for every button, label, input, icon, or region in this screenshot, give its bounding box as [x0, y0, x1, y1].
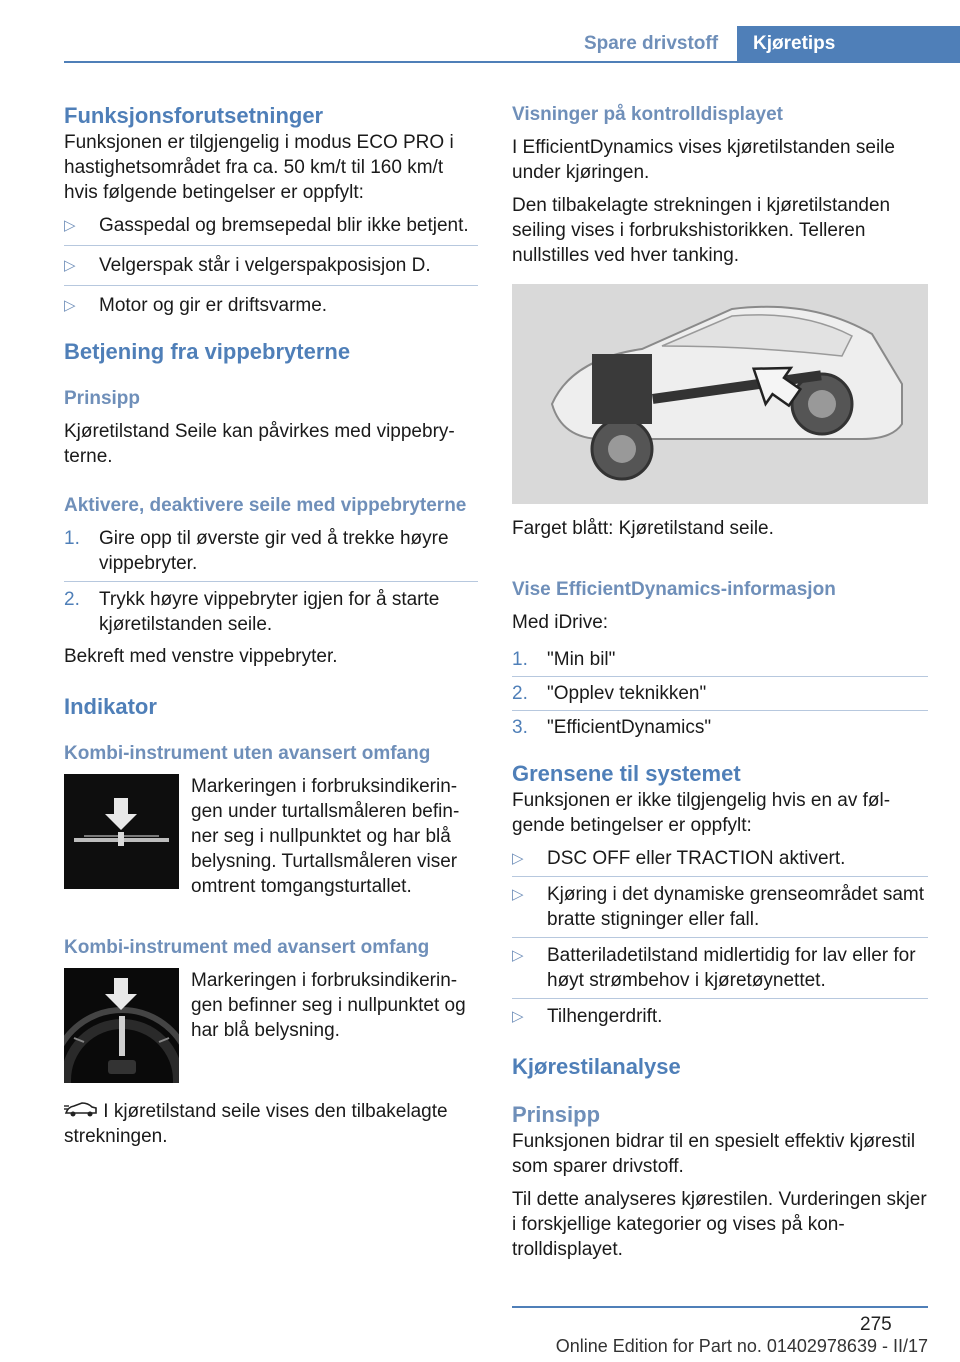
- heading-indikator: Indikator: [64, 694, 157, 719]
- car-drivetrain-image: [512, 284, 928, 504]
- coasting-car-icon: [64, 1099, 98, 1124]
- image-caption: Farget blått: Kjøretilstand seile.: [512, 518, 774, 539]
- list-item: 1. Gire opp til øverste gir ved å trekke høyre vippebryter.: [64, 528, 449, 574]
- header-rule: [64, 61, 960, 63]
- triangle-bullet-icon: ▷: [512, 1008, 524, 1025]
- aktivere-list: [64, 526, 478, 637]
- heading-vise-efficientdynamics: Vise EfficientDynamics-informasjon: [512, 579, 836, 600]
- heading-grensene: Grensene til systemet: [512, 761, 741, 786]
- page-number: 275: [860, 1314, 892, 1335]
- header-tab-spare-drivstoff[interactable]: Spare drivstoff: [583, 33, 719, 54]
- heading-funksjonsforutsetninger: Funksjonsforutsetninger: [64, 103, 324, 128]
- seile-paragraph: I kjøretilstand seile vises den tilbakelagte strekningen.: [64, 1101, 448, 1148]
- kjorestil-paragraph-1: Funksjonen bidrar til en spesielt effektiv kjørestil som sparer drivstoff.: [512, 1131, 916, 1177]
- triangle-bullet-icon: ▷: [64, 297, 76, 314]
- triangle-bullet-icon: ▷: [64, 217, 76, 234]
- visninger-paragraph-1: I EfficientDynamics vises kjøretilstanden seile under kjøringen.: [512, 137, 895, 183]
- bekreft-paragraph: Bekreft med venstre vippebryter.: [64, 646, 338, 667]
- heading-uten-avansert: Kombi-instrument uten avansert omfang: [64, 743, 431, 764]
- funk-list: [64, 213, 478, 318]
- left-column: [64, 102, 478, 1149]
- list-item: ▷ Velgerspak står i velgerspakposisjon D.: [64, 255, 431, 276]
- heading-med-avansert: Kombi-instrument med avansert omfang: [64, 937, 430, 958]
- instrument-advanced-image: [64, 968, 179, 1083]
- heading-aktivere: Aktivere, deaktivere seile med vippebryterne: [64, 495, 467, 516]
- visninger-paragraph-2: Den tilbakelagte strekningen i kjøretilstanden seiling vises i forbrukshistorikken. Telleren nullstilles ved hver tanking.: [512, 195, 891, 266]
- triangle-bullet-icon: ▷: [512, 850, 524, 867]
- footer-edition: Online Edition for Part no. 01402978639 - II/17: [555, 1336, 928, 1356]
- grensene-list: [512, 846, 928, 1029]
- list-item: ▷ Batteriladetilstand midlertidig for lav eller for høyt strømbehov i kjøretøynettet.: [512, 945, 916, 991]
- instrument-basic-image: [64, 774, 179, 889]
- list-item: 1. "Min bil": [512, 649, 616, 670]
- med-paragraph: Markeringen i forbruksindikeringen befinner seg i nullpunktet og har blå belysning.: [191, 970, 466, 1041]
- footer-rule: [512, 1306, 928, 1308]
- triangle-bullet-icon: ▷: [512, 947, 524, 964]
- heading-kjorestilanalyse: Kjørestilanalyse: [512, 1054, 681, 1079]
- uten-block: [64, 774, 478, 899]
- kjorestil-paragraph-2: Til dette analyseres kjørestilen. Vurderingen skjer i forskjellige kategorier og vises på kontrolldisplayet.: [512, 1189, 927, 1260]
- list-item: ▷ Motor og gir er driftsvarme.: [64, 295, 328, 316]
- uten-paragraph: Markeringen i forbruksindikeringen under turtallsmåleren befinner seg i nullpunktet og har blå belysning. Turtallsmåleren viser omtrent tomgangsturtallet.: [191, 776, 460, 897]
- funk-paragraph: Funksjonen er tilgjengelig i modus ECO PRO i hastighetsområdet fra ca. 50 km/t til 160 km/t hvis følgende betingelser er oppfylt:: [64, 132, 454, 203]
- heading-prinsipp: Prinsipp: [64, 388, 141, 409]
- med-block: [64, 968, 478, 1083]
- list-item: ▷ DSC OFF eller TRACTION aktivert.: [512, 848, 846, 869]
- list-item: 2. Trykk høyre vippebryter igjen for å starte kjøretilstanden seile.: [64, 589, 440, 635]
- list-item: ▷ Kjøring i det dynamiske grenseområdet samt bratte stigninger eller fall.: [512, 884, 924, 930]
- grensene-paragraph: Funksjonen er ikke tilgjengelig hvis en av følgende betingelser er oppfylt:: [512, 790, 891, 836]
- header-tab-kjoretips[interactable]: Kjøretips: [737, 26, 960, 63]
- med-idrive-paragraph: Med iDrive:: [512, 612, 609, 633]
- triangle-bullet-icon: ▷: [64, 257, 76, 274]
- list-item: 2. "Opplev teknikken": [512, 683, 707, 704]
- heading-prinsipp-2: Prinsipp: [512, 1102, 601, 1127]
- list-item: ▷ Tilhengerdrift.: [512, 1006, 663, 1027]
- prinsipp-paragraph: Kjøretilstand Seile kan påvirkes med vippebryterne.: [64, 421, 455, 467]
- triangle-bullet-icon: ▷: [512, 886, 524, 903]
- list-item: ▷ Gasspedal og bremsepedal blir ikke betjent.: [64, 215, 469, 236]
- heading-betjening: Betjening fra vippebryterne: [64, 339, 351, 364]
- list-item: 3. "EfficientDynamics": [512, 717, 712, 738]
- right-column: [512, 102, 928, 1262]
- heading-visninger: Visninger på kontrolldisplayet: [512, 104, 783, 125]
- idrive-list: [512, 647, 928, 740]
